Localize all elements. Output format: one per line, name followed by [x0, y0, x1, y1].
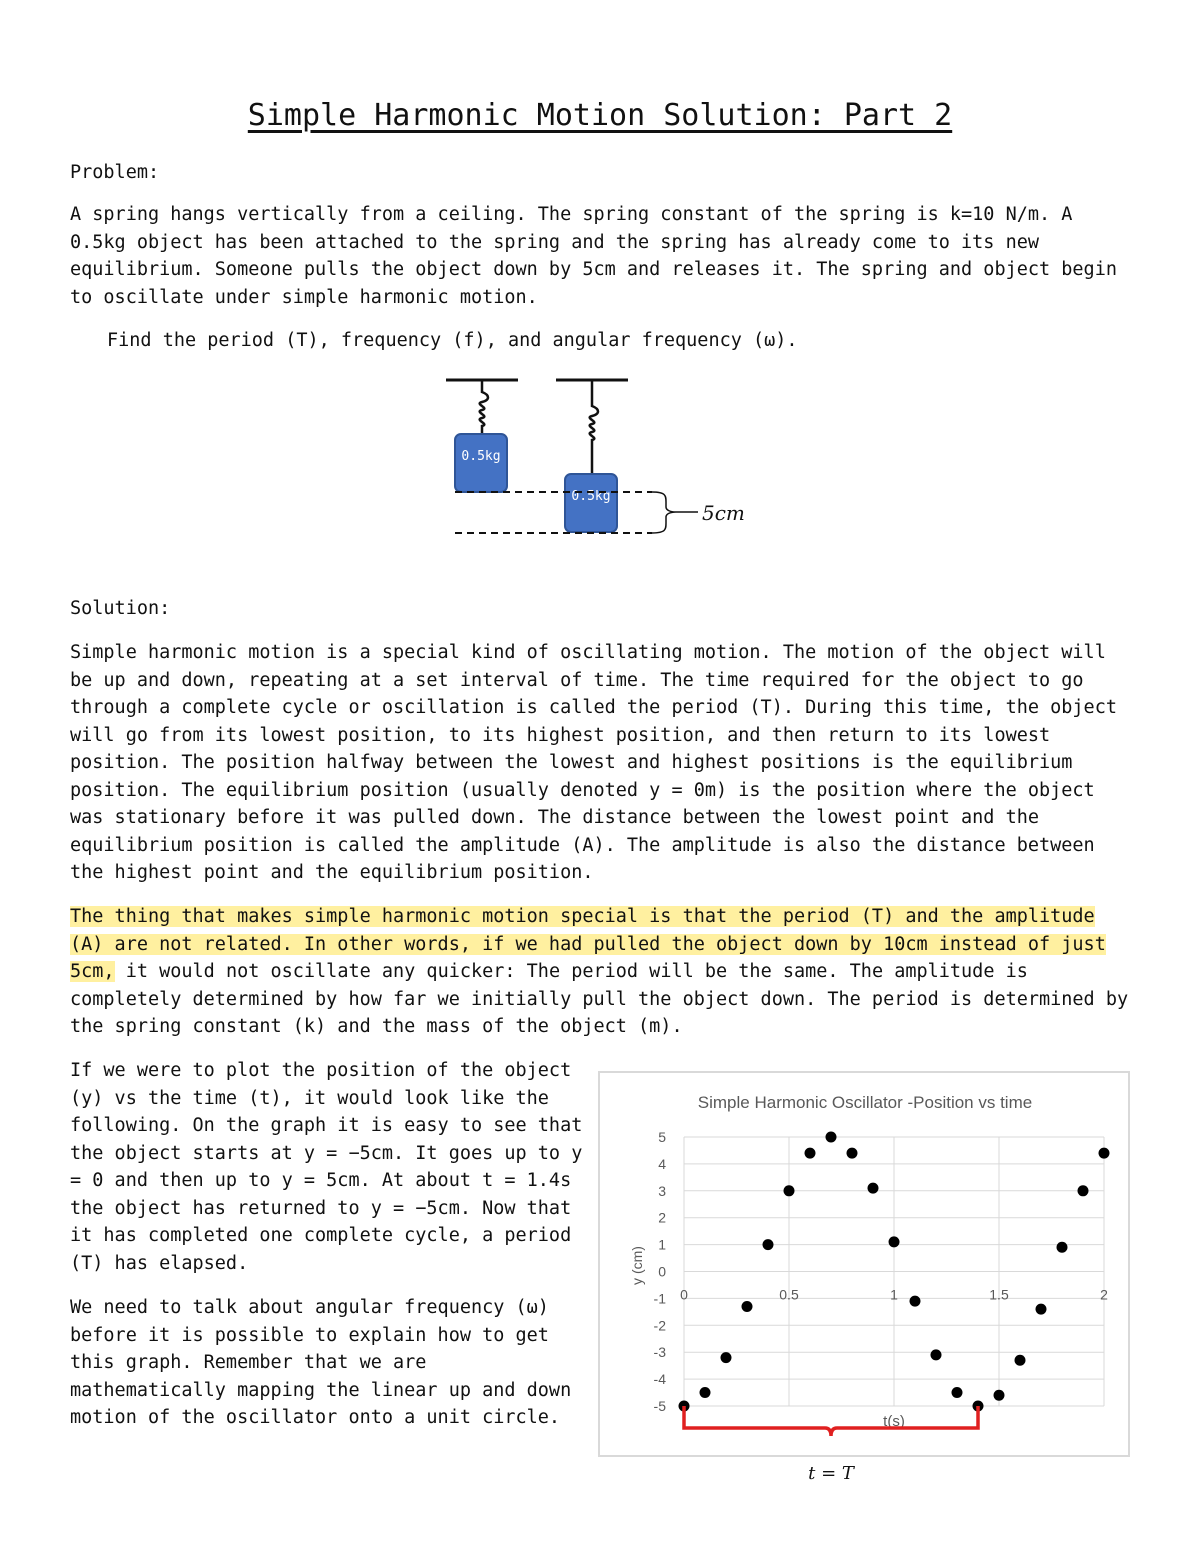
data-point — [763, 1239, 774, 1250]
solution-paragraph-1: Simple harmonic motion is a special kind of oscillating motion. The motion of the object will be up and down, repeating at a set interval of time. The time required for the object to go through a complete cycle or oscillation is called the period (T). During this time, the object will go from its lowest position, to its highest position, and then return to its lowest position. The position halfway between the lowest and highest positions is the equilibrium position. The equilibrium position (usually denoted y = 0m) is the position where the object was stationary before it was pulled down. The distance between the lowest point and the equilibrium position is called the amplitude (A). The amplitude is also the distance between the highest point and the equilibrium position. — [70, 642, 1117, 883]
data-point — [994, 1390, 1005, 1401]
y-tick-label: -2 — [653, 1317, 666, 1334]
plot-paragraph-2: We need to talk about angular frequency (ω) before it is possible to explain how to get this graph. Remember that we are mathematically mapping the linear up and down motion of the oscillator onto a unit circle. — [70, 1297, 572, 1428]
data-point — [700, 1387, 711, 1398]
find-text: Find the period (T), frequency (f), and angular frequency (ω). — [107, 330, 798, 351]
x-tick-label: 2 — [1100, 1286, 1108, 1303]
x-tick-label: 1.5 — [989, 1286, 1009, 1303]
spring-left — [480, 380, 488, 434]
solution-paragraph-2 — [70, 903, 1135, 1041]
y-tick-label: 2 — [658, 1209, 666, 1226]
x-tick-labels — [680, 1287, 1108, 1303]
y-tick-label: 4 — [658, 1155, 666, 1172]
problem-text: A spring hangs vertically from a ceiling. The spring constant of the spring is k=10 N/m. A 0.5kg object has been attached to the spring and the spring has already come to its new equilibrium. Someone pulls the object down by 5cm and releases it. The spring and object begin to oscillate under simple harmonic motion. — [70, 204, 1117, 308]
x-tick-label: 0.5 — [779, 1286, 799, 1303]
chart-grid — [684, 1137, 1104, 1406]
data-point — [868, 1183, 879, 1194]
x-tick-label: 1 — [890, 1286, 898, 1303]
y-tick-label: -1 — [653, 1290, 666, 1307]
plot-paragraph-1: If we were to plot the position of the object (y) vs the time (t), it would look like the following. On the graph it is easy to see that the object starts at y = −5cm. It goes up to y = 0 and then up to y = 5cm. At about t = 1.4s the object has returned to y = −5cm. Now that it has completed one complete cycle, a period (T) has elapsed. — [70, 1060, 583, 1274]
page-title: Simple Harmonic Motion Solution: Part 2 — [247, 98, 953, 133]
y-tick-label: 3 — [658, 1182, 666, 1199]
y-tick-labels — [654, 1129, 667, 1414]
period-bracket — [684, 1406, 978, 1436]
data-point — [1078, 1185, 1089, 1196]
period-annotation: t = T — [808, 1463, 854, 1484]
chart-title: Simple Harmonic Oscillator -Position vs time — [697, 1093, 1033, 1112]
data-point — [1099, 1148, 1110, 1159]
highlighted-text: The thing that makes simple harmonic motion special is that the period (T) and the amplitude (A) are not related. In other words, if we had pulled the object down by 10cm instead of just 5cm, — [70, 906, 1106, 982]
y-tick-label: 5 — [658, 1129, 666, 1145]
data-point — [826, 1132, 837, 1143]
y-tick-label: 0 — [658, 1263, 666, 1280]
y-tick-label: -3 — [653, 1344, 666, 1361]
y-axis-label: y (cm) — [629, 1246, 645, 1285]
data-point — [847, 1148, 858, 1159]
data-point — [805, 1148, 816, 1159]
x-axis-label: t(s) — [883, 1413, 905, 1430]
solution-label: Solution: — [70, 598, 171, 619]
x-tick-label: 0 — [680, 1286, 688, 1303]
data-point — [742, 1301, 753, 1312]
displacement-label: 5cm — [702, 501, 745, 525]
mass-label-2: 0.5kg — [571, 489, 611, 504]
problem-label: Problem: — [70, 162, 160, 183]
data-point — [1036, 1304, 1047, 1315]
displacement-brace — [652, 492, 676, 533]
mass-label-1: 0.5kg — [461, 449, 501, 464]
data-point — [889, 1236, 900, 1247]
spring-right — [590, 380, 598, 474]
y-tick-label: 1 — [658, 1236, 666, 1253]
y-tick-label: -4 — [653, 1371, 666, 1388]
position-time-chart — [598, 1071, 1130, 1491]
data-point — [784, 1185, 795, 1196]
data-point — [910, 1296, 921, 1307]
paragraph-2-rest: it would not oscillate any quicker: The period will be the same. The amplitude is completely determined by how far we initially pull the object down. The period is determined by the spring constant (k) and the mass of the object (m). — [70, 961, 1129, 1037]
data-point — [721, 1352, 732, 1363]
y-tick-label: -5 — [653, 1398, 666, 1414]
data-point — [1057, 1242, 1068, 1253]
spring-diagram — [430, 370, 770, 540]
data-point — [931, 1349, 942, 1360]
data-point — [1015, 1355, 1026, 1366]
data-point — [952, 1387, 963, 1398]
